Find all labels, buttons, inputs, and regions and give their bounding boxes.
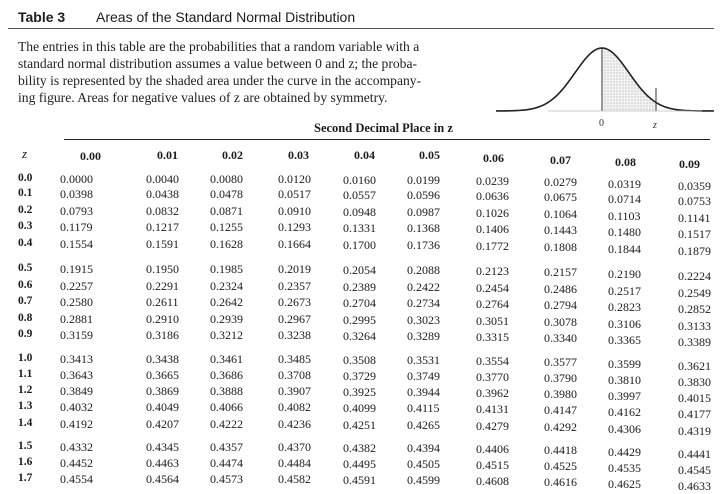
probability-cell: 0.2257 [60,279,93,293]
probability-cell: 0.2704 [343,296,376,310]
column-header: 0.03 [288,148,309,162]
probability-cell: 0.4406 [476,442,509,456]
probability-cell: 0.0636 [476,189,509,203]
probability-cell: 0.4099 [343,401,376,415]
column-header: 0.08 [615,155,636,169]
z-value-cell: 0.9 [18,328,33,340]
probability-cell: 0.3980 [544,387,577,401]
probability-cell: 0.3849 [60,384,93,398]
probability-cell: 0.2764 [476,297,509,311]
probability-cell: 0.1368 [407,221,440,235]
column-header: 0.01 [157,148,178,162]
probability-cell: 0.2611 [146,295,179,309]
probability-cell: 0.1255 [210,220,243,234]
probability-cell: 0.3023 [407,313,440,327]
probability-cell: 0.4066 [210,400,243,414]
table-title: Areas of the Standard Normal Distribution [96,9,356,25]
probability-cell: 0.4441 [678,447,711,461]
probability-cell: 0.2995 [343,313,376,327]
probability-cell: 0.1808 [544,240,577,254]
probability-cell: 0.2517 [608,284,641,298]
probability-cell: 0.2324 [210,279,243,293]
probability-cell: 0.0517 [278,187,311,201]
probability-cell: 0.2389 [343,280,376,294]
probability-cell: 0.2580 [60,295,93,309]
table-row [0,440,723,461]
probability-cell: 0.2852 [678,302,711,316]
column-header: 0.07 [550,153,571,167]
probability-cell: 0.0793 [60,204,93,218]
probability-cell: 0.1736 [407,238,440,252]
probability-cell: 0.4495 [343,457,376,471]
intro-line: standard normal distribution assumes a value between 0 and z; the proba- [18,56,418,71]
probability-cell: 0.2357 [278,279,311,293]
probability-cell: 0.2123 [476,264,509,278]
probability-cell: 0.3888 [210,384,243,398]
probability-cell: 0.3238 [278,328,311,342]
probability-cell: 0.3159 [60,328,93,342]
probability-cell: 0.4382 [343,441,376,455]
probability-cell: 0.3413 [60,352,93,366]
probability-cell: 0.4484 [278,456,311,470]
z-value-cell: 1.2 [18,384,33,396]
probability-cell: 0.4515 [476,458,509,472]
probability-cell: 0.2734 [407,296,440,310]
probability-cell: 0.4357 [210,440,243,454]
probability-cell: 0.3810 [608,373,641,387]
z-value-cell: 0.3 [18,220,33,232]
probability-cell: 0.0040 [146,172,179,186]
probability-cell: 0.4162 [608,405,641,419]
probability-cell: 0.4279 [476,419,509,433]
probability-cell: 0.4082 [278,400,311,414]
probability-cell: 0.4192 [60,417,93,431]
probability-cell: 0.4370 [278,440,311,454]
probability-cell: 0.0557 [343,188,376,202]
probability-cell: 0.3531 [407,353,440,367]
probability-cell: 0.4554 [60,472,93,486]
probability-cell: 0.4582 [278,472,311,486]
probability-cell: 0.3577 [544,355,577,369]
z-value-cell: 0.4 [18,237,33,249]
table-row [0,220,723,241]
probability-cell: 0.4505 [407,457,440,471]
probability-cell: 0.2794 [544,298,577,312]
probability-cell: 0.3461 [210,352,243,366]
probability-cell: 0.2088 [407,263,440,277]
probability-cell: 0.4429 [608,445,641,459]
probability-cell: 0.4591 [343,473,376,487]
z-value-cell: 1.7 [18,472,33,484]
probability-cell: 0.4625 [608,477,641,491]
table-row [0,472,723,493]
probability-cell: 0.3729 [343,369,376,383]
probability-cell: 0.3212 [210,328,243,342]
table-row [0,204,723,225]
probability-cell: 0.4049 [146,400,179,414]
probability-cell: 0.4452 [60,456,93,470]
table-row [0,368,723,389]
probability-cell: 0.3962 [476,386,509,400]
column-header: 0.09 [679,157,700,171]
probability-cell: 0.0398 [60,187,93,201]
probability-cell: 0.2823 [608,300,641,314]
probability-cell: 0.1628 [210,237,243,251]
probability-cell: 0.0478 [210,187,243,201]
column-header: 0.04 [354,148,375,162]
probability-cell: 0.3599 [608,357,641,371]
probability-cell: 0.3315 [476,330,509,344]
probability-cell: 0.1950 [146,262,179,276]
probability-cell: 0.4251 [343,418,376,432]
probability-cell: 0.0438 [146,187,179,201]
probability-cell: 0.1480 [608,225,641,239]
probability-cell: 0.4525 [544,459,577,473]
probability-cell: 0.2673 [278,295,311,309]
probability-cell: 0.3508 [343,353,376,367]
z-value-cell: 1.0 [18,352,33,364]
probability-cell: 0.3438 [146,352,179,366]
column-header: 0.05 [419,148,440,162]
probability-cell: 0.3997 [608,389,641,403]
table-row [0,279,723,300]
probability-cell: 0.0000 [60,172,93,186]
z-value-cell: 0.2 [18,204,33,216]
probability-cell: 0.0675 [544,190,577,204]
probability-cell: 0.1844 [608,242,641,256]
probability-cell: 0.1591 [146,237,179,251]
z-value-cell: 0.1 [18,187,33,199]
probability-cell: 0.3830 [678,375,711,389]
probability-cell: 0.1985 [210,262,243,276]
probability-cell: 0.2190 [608,267,641,281]
probability-cell: 0.3790 [544,371,577,385]
probability-cell: 0.2224 [678,269,711,283]
probability-cell: 0.2881 [60,312,93,326]
probability-cell: 0.3925 [343,385,376,399]
probability-cell: 0.0987 [407,205,440,219]
caption-text: Second Decimal Place in z [314,121,453,135]
probability-cell: 0.1331 [343,221,376,235]
column-header: 0.00 [80,149,101,163]
probability-cell: 0.4394 [407,441,440,455]
table-row [0,262,723,283]
probability-cell: 0.4573 [210,472,243,486]
z-value-cell: 0.6 [18,279,33,291]
probability-cell: 0.2549 [678,286,711,300]
probability-cell: 0.4222 [210,417,243,431]
intro-line: bility is represented by the shaded area under the curve in the accompany- [18,73,422,88]
probability-cell: 0.3869 [146,384,179,398]
probability-cell: 0.4633 [678,479,711,493]
probability-cell: 0.1217 [146,220,179,234]
probability-cell: 0.3621 [678,359,711,373]
probability-cell: 0.4236 [278,417,311,431]
probability-cell: 0.2910 [146,312,179,326]
probability-cell: 0.3078 [544,315,577,329]
probability-cell: 0.4474 [210,456,243,470]
table-row [0,172,723,193]
probability-cell: 0.2157 [544,265,577,279]
probability-cell: 0.1179 [60,220,93,234]
probability-cell: 0.0080 [210,172,243,186]
probability-cell: 0.4032 [60,400,93,414]
probability-cell: 0.3554 [476,354,509,368]
probability-cell: 0.3749 [407,369,440,383]
probability-cell: 0.1700 [343,238,376,252]
probability-cell: 0.1026 [476,206,509,220]
probability-cell: 0.4616 [544,475,577,489]
z-value-cell: 0.0 [18,172,33,184]
probability-cell: 0.1293 [278,220,311,234]
probability-cell: 0.3770 [476,370,509,384]
probability-cell: 0.0239 [476,174,509,188]
probability-cell: 0.1064 [544,207,577,221]
table-row [0,417,723,438]
probability-cell: 0.4332 [60,440,93,454]
probability-cell: 0.2939 [210,312,243,326]
probability-cell: 0.0160 [343,173,376,187]
z-value-cell: 0.8 [18,312,33,324]
probability-cell: 0.2291 [146,279,179,293]
probability-cell: 0.3708 [278,368,311,382]
table-row [0,352,723,373]
probability-cell: 0.0948 [343,205,376,219]
z-value-cell: 1.4 [18,417,33,429]
probability-cell: 0.0279 [544,175,577,189]
probability-cell: 0.3907 [278,384,311,398]
z-value-cell: 0.5 [18,262,33,274]
probability-cell: 0.4177 [678,407,711,421]
probability-cell: 0.0871 [210,204,243,218]
table-row [0,384,723,405]
probability-cell: 0.1664 [278,237,311,251]
probability-cell: 0.1141 [678,211,711,225]
probability-cell: 0.4207 [146,417,179,431]
probability-cell: 0.3485 [278,352,311,366]
z-header: z [22,146,28,161]
probability-cell: 0.1103 [608,209,641,223]
probability-cell: 0.4599 [407,473,440,487]
probability-cell: 0.1915 [60,262,93,276]
table-row [0,187,723,208]
probability-cell: 0.2422 [407,280,440,294]
z-value-cell: 1.1 [18,368,33,380]
probability-cell: 0.3051 [476,314,509,328]
z-value-cell: 0.7 [18,295,33,307]
probability-cell: 0.2967 [278,312,311,326]
probability-cell: 0.4306 [608,422,641,436]
probability-cell: 0.1772 [476,239,509,253]
probability-cell: 0.4131 [476,402,509,416]
table-row [0,295,723,316]
probability-cell: 0.0199 [407,173,440,187]
probability-cell: 0.0319 [608,177,641,191]
intro-line: ing figure. Areas for negative values of z are obtained by symmetry. [18,90,388,105]
probability-cell: 0.2019 [278,262,311,276]
probability-cell: 0.3186 [146,328,179,342]
column-header: 0.02 [222,148,243,162]
probability-cell: 0.3643 [60,368,93,382]
probability-cell: 0.2642 [210,295,243,309]
probability-cell: 0.3340 [544,331,577,345]
probability-cell: 0.4015 [678,391,711,405]
probability-cell: 0.3133 [678,319,711,333]
probability-cell: 0.1517 [678,227,711,241]
probability-cell: 0.3106 [608,317,641,331]
probability-cell: 0.3944 [407,385,440,399]
probability-cell: 0.3264 [343,329,376,343]
probability-cell: 0.3289 [407,329,440,343]
probability-cell: 0.2486 [544,282,577,296]
table-number: Table 3 [18,9,66,25]
probability-cell: 0.4115 [407,401,440,415]
table-row [0,328,723,349]
probability-cell: 0.2054 [343,263,376,277]
probability-cell: 0.4564 [146,472,179,486]
probability-cell: 0.0359 [678,179,711,193]
probability-cell: 0.1879 [678,244,711,258]
probability-cell: 0.0120 [278,172,311,186]
z-label: z [653,120,657,131]
z-value-cell: 1.5 [18,440,33,452]
table-row [0,400,723,421]
probability-cell: 0.0753 [678,194,711,208]
probability-cell: 0.3686 [210,368,243,382]
probability-cell: 0.4608 [476,474,509,488]
probability-cell: 0.3389 [678,335,711,349]
probability-cell: 0.0714 [608,192,641,206]
probability-cell: 0.4535 [608,461,641,475]
probability-cell: 0.4463 [146,456,179,470]
zero-label: 0 [599,118,604,129]
z-value-cell: 1.6 [18,456,33,468]
probability-cell: 0.4292 [544,420,577,434]
probability-cell: 0.3365 [608,333,641,347]
probability-cell: 0.4147 [544,403,577,417]
probability-cell: 0.4265 [407,418,440,432]
probability-cell: 0.1443 [544,223,577,237]
column-header: 0.06 [483,151,504,165]
probability-cell: 0.4545 [678,463,711,477]
probability-cell: 0.0832 [146,204,179,218]
intro-line: The entries in this table are the probabilities that a random variable with a [18,39,420,54]
probability-cell: 0.4319 [678,424,711,438]
probability-cell: 0.4345 [146,440,179,454]
probability-cell: 0.2454 [476,281,509,295]
probability-cell: 0.1554 [60,237,93,251]
probability-cell: 0.3665 [146,368,179,382]
probability-cell: 0.1406 [476,222,509,236]
table-row [0,456,723,477]
probability-cell: 0.0910 [278,204,311,218]
probability-cell: 0.0596 [407,188,440,202]
probability-cell: 0.4418 [544,443,577,457]
table-row [0,237,723,258]
z-value-cell: 1.3 [18,400,33,412]
table-row [0,312,723,333]
